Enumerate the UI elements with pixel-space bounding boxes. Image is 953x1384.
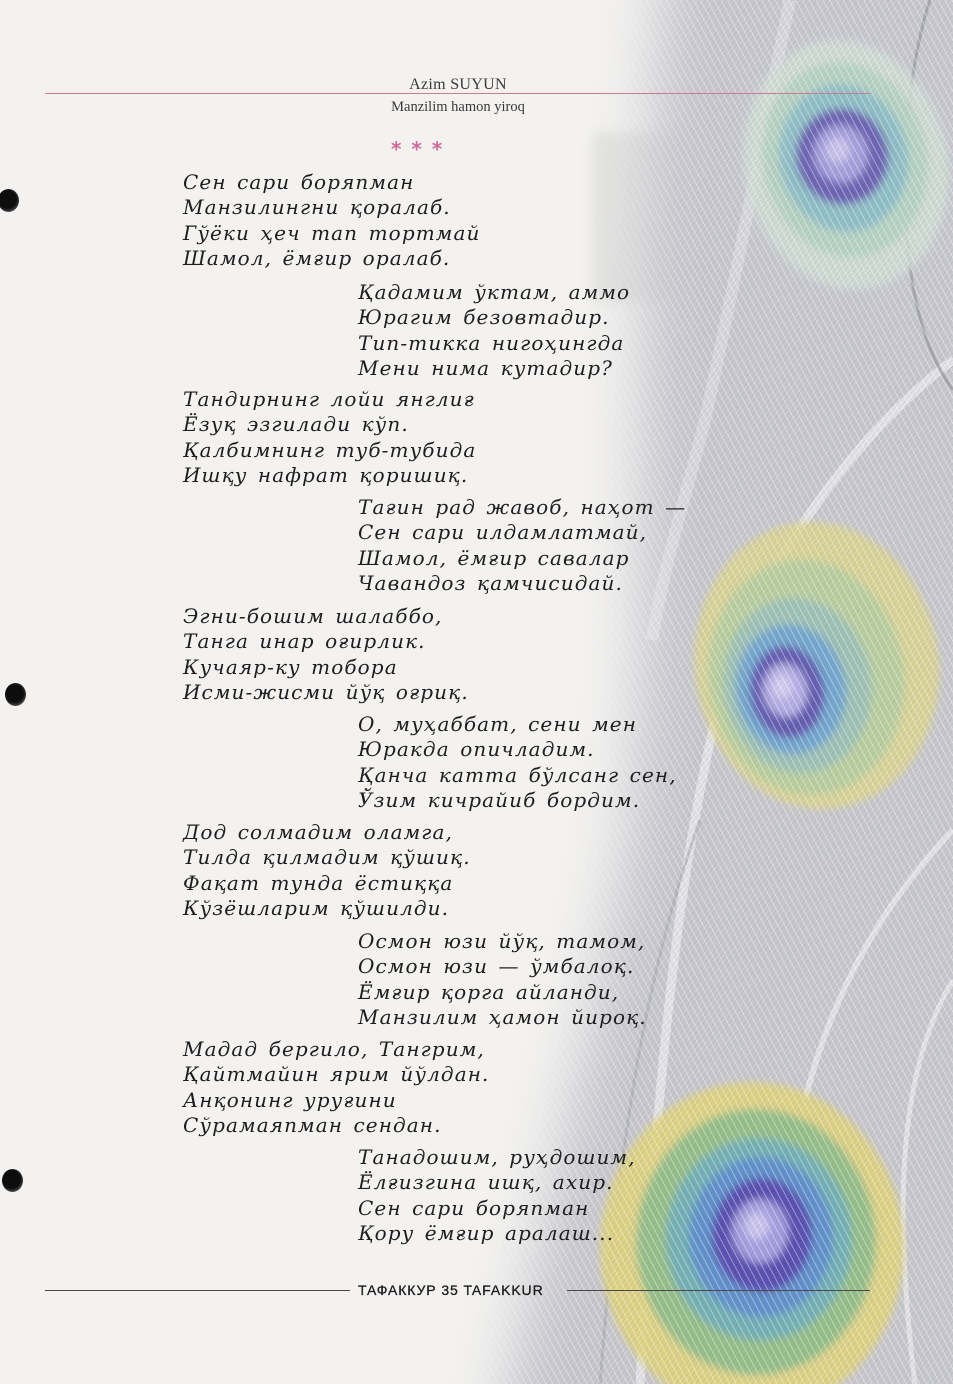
header-rule xyxy=(45,93,870,94)
poem-line: Кучаяр-ку тобора xyxy=(183,654,398,679)
poem-line: Манзилим ҳамон йироқ. xyxy=(358,1005,647,1030)
poem-line: Қадамим ўктам, аммо xyxy=(358,280,631,304)
poem-line: Тилда қилмадим қўшиқ. xyxy=(183,845,471,870)
poem-line: Мени нима кутадир? xyxy=(358,356,613,381)
poem-line: Кўзёшларим қўшилди. xyxy=(183,896,450,921)
footer-rule-left xyxy=(45,1290,350,1291)
poem-line: Осмон юзи — ўмбалоқ. xyxy=(358,954,635,979)
poem-line: Қору ёмғир аралаш... xyxy=(358,1221,615,1246)
poem-line: Тағин рад жавоб, наҳот — xyxy=(358,495,687,519)
footer-folio xyxy=(358,1282,544,1298)
footer-magazine-name-latin: TAFAKKUR xyxy=(463,1282,544,1298)
poem-line: Сен сари илдамлатмай, xyxy=(358,520,648,545)
stanza xyxy=(358,929,647,1031)
running-header-title: Manzilim hamon yiroq xyxy=(391,99,525,115)
poem-line: Шамол, ёмғир савалар xyxy=(358,545,630,570)
stanza xyxy=(358,495,686,597)
stanza xyxy=(183,1037,489,1139)
poem-line: О, муҳаббат, сени мен xyxy=(358,712,637,736)
poem-line: Шамол, ёмғир оралаб. xyxy=(183,246,451,271)
punch-hole xyxy=(2,1169,23,1192)
poem-line: Эгни-бошим шалаббо, xyxy=(183,604,443,628)
poem-line: Сўрамаяпман сендан. xyxy=(183,1113,442,1138)
stanza xyxy=(183,820,471,922)
stanza xyxy=(183,170,480,272)
poem-line: Чавандоз қамчисидай. xyxy=(358,571,623,596)
footer-rule-right xyxy=(567,1290,870,1291)
stanza xyxy=(358,712,677,814)
poem-line: Ёлғизгина ишқ, ахир. xyxy=(358,1170,614,1195)
stanza xyxy=(183,604,469,706)
poem-line: Юракда опичладим. xyxy=(358,737,595,762)
poem-line: Ёмғир қорга айланди, xyxy=(358,979,620,1004)
poem-line: Тип-тикка нигоҳингда xyxy=(358,330,625,355)
stanza xyxy=(358,280,630,382)
poem-separator-stars: * * * xyxy=(391,137,444,161)
poem-line: Гўёки ҳеч тап тортмай xyxy=(183,220,481,245)
poem-line: Танадошим, руҳдошим, xyxy=(358,1145,636,1169)
poem-line: Тандирнинг лойи янглиғ xyxy=(183,387,475,411)
poem-line: Исми-жисми йўқ оғриқ. xyxy=(183,680,469,705)
poem-line: Ёзуқ эзгилади кўп. xyxy=(183,412,409,437)
poem-line: Қалбимнинг туб-тубида xyxy=(183,437,477,462)
poem-line: Қанча катта бўлсанг сен, xyxy=(358,762,677,787)
stanza xyxy=(358,1145,636,1247)
poem-line: Ишқу нафрат қоришиқ. xyxy=(183,463,469,488)
poem-line: Анқонинг уруғини xyxy=(183,1087,397,1112)
page-number: 35 xyxy=(441,1282,459,1298)
poem-line: Мадад бергило, Тангрим, xyxy=(183,1037,485,1061)
running-header-author: Azim SUYUN xyxy=(409,76,507,93)
punch-hole xyxy=(5,683,26,706)
poem-line: Танга инар оғирлик. xyxy=(183,629,426,654)
poem-line: Манзилингни қоралаб. xyxy=(183,195,451,220)
poem-line: Дод солмадим оламга, xyxy=(183,820,453,844)
stanza xyxy=(183,387,476,489)
poem-line: Ўзим кичрайиб бордим. xyxy=(358,788,641,813)
poem-line: Осмон юзи йўқ, тамом, xyxy=(358,929,646,953)
poem-line: Сен сари боряпман xyxy=(183,170,415,194)
poem-line: Фақат тунда ёстиққа xyxy=(183,870,454,895)
poem-line: Қайтмайин ярим йўлдан. xyxy=(183,1062,490,1087)
footer-magazine-name-cyrillic: ТАФАККУР xyxy=(358,1282,437,1298)
poem-line: Сен сари боряпман xyxy=(358,1195,590,1220)
poem-line: Юрагим безовтадир. xyxy=(358,305,610,330)
